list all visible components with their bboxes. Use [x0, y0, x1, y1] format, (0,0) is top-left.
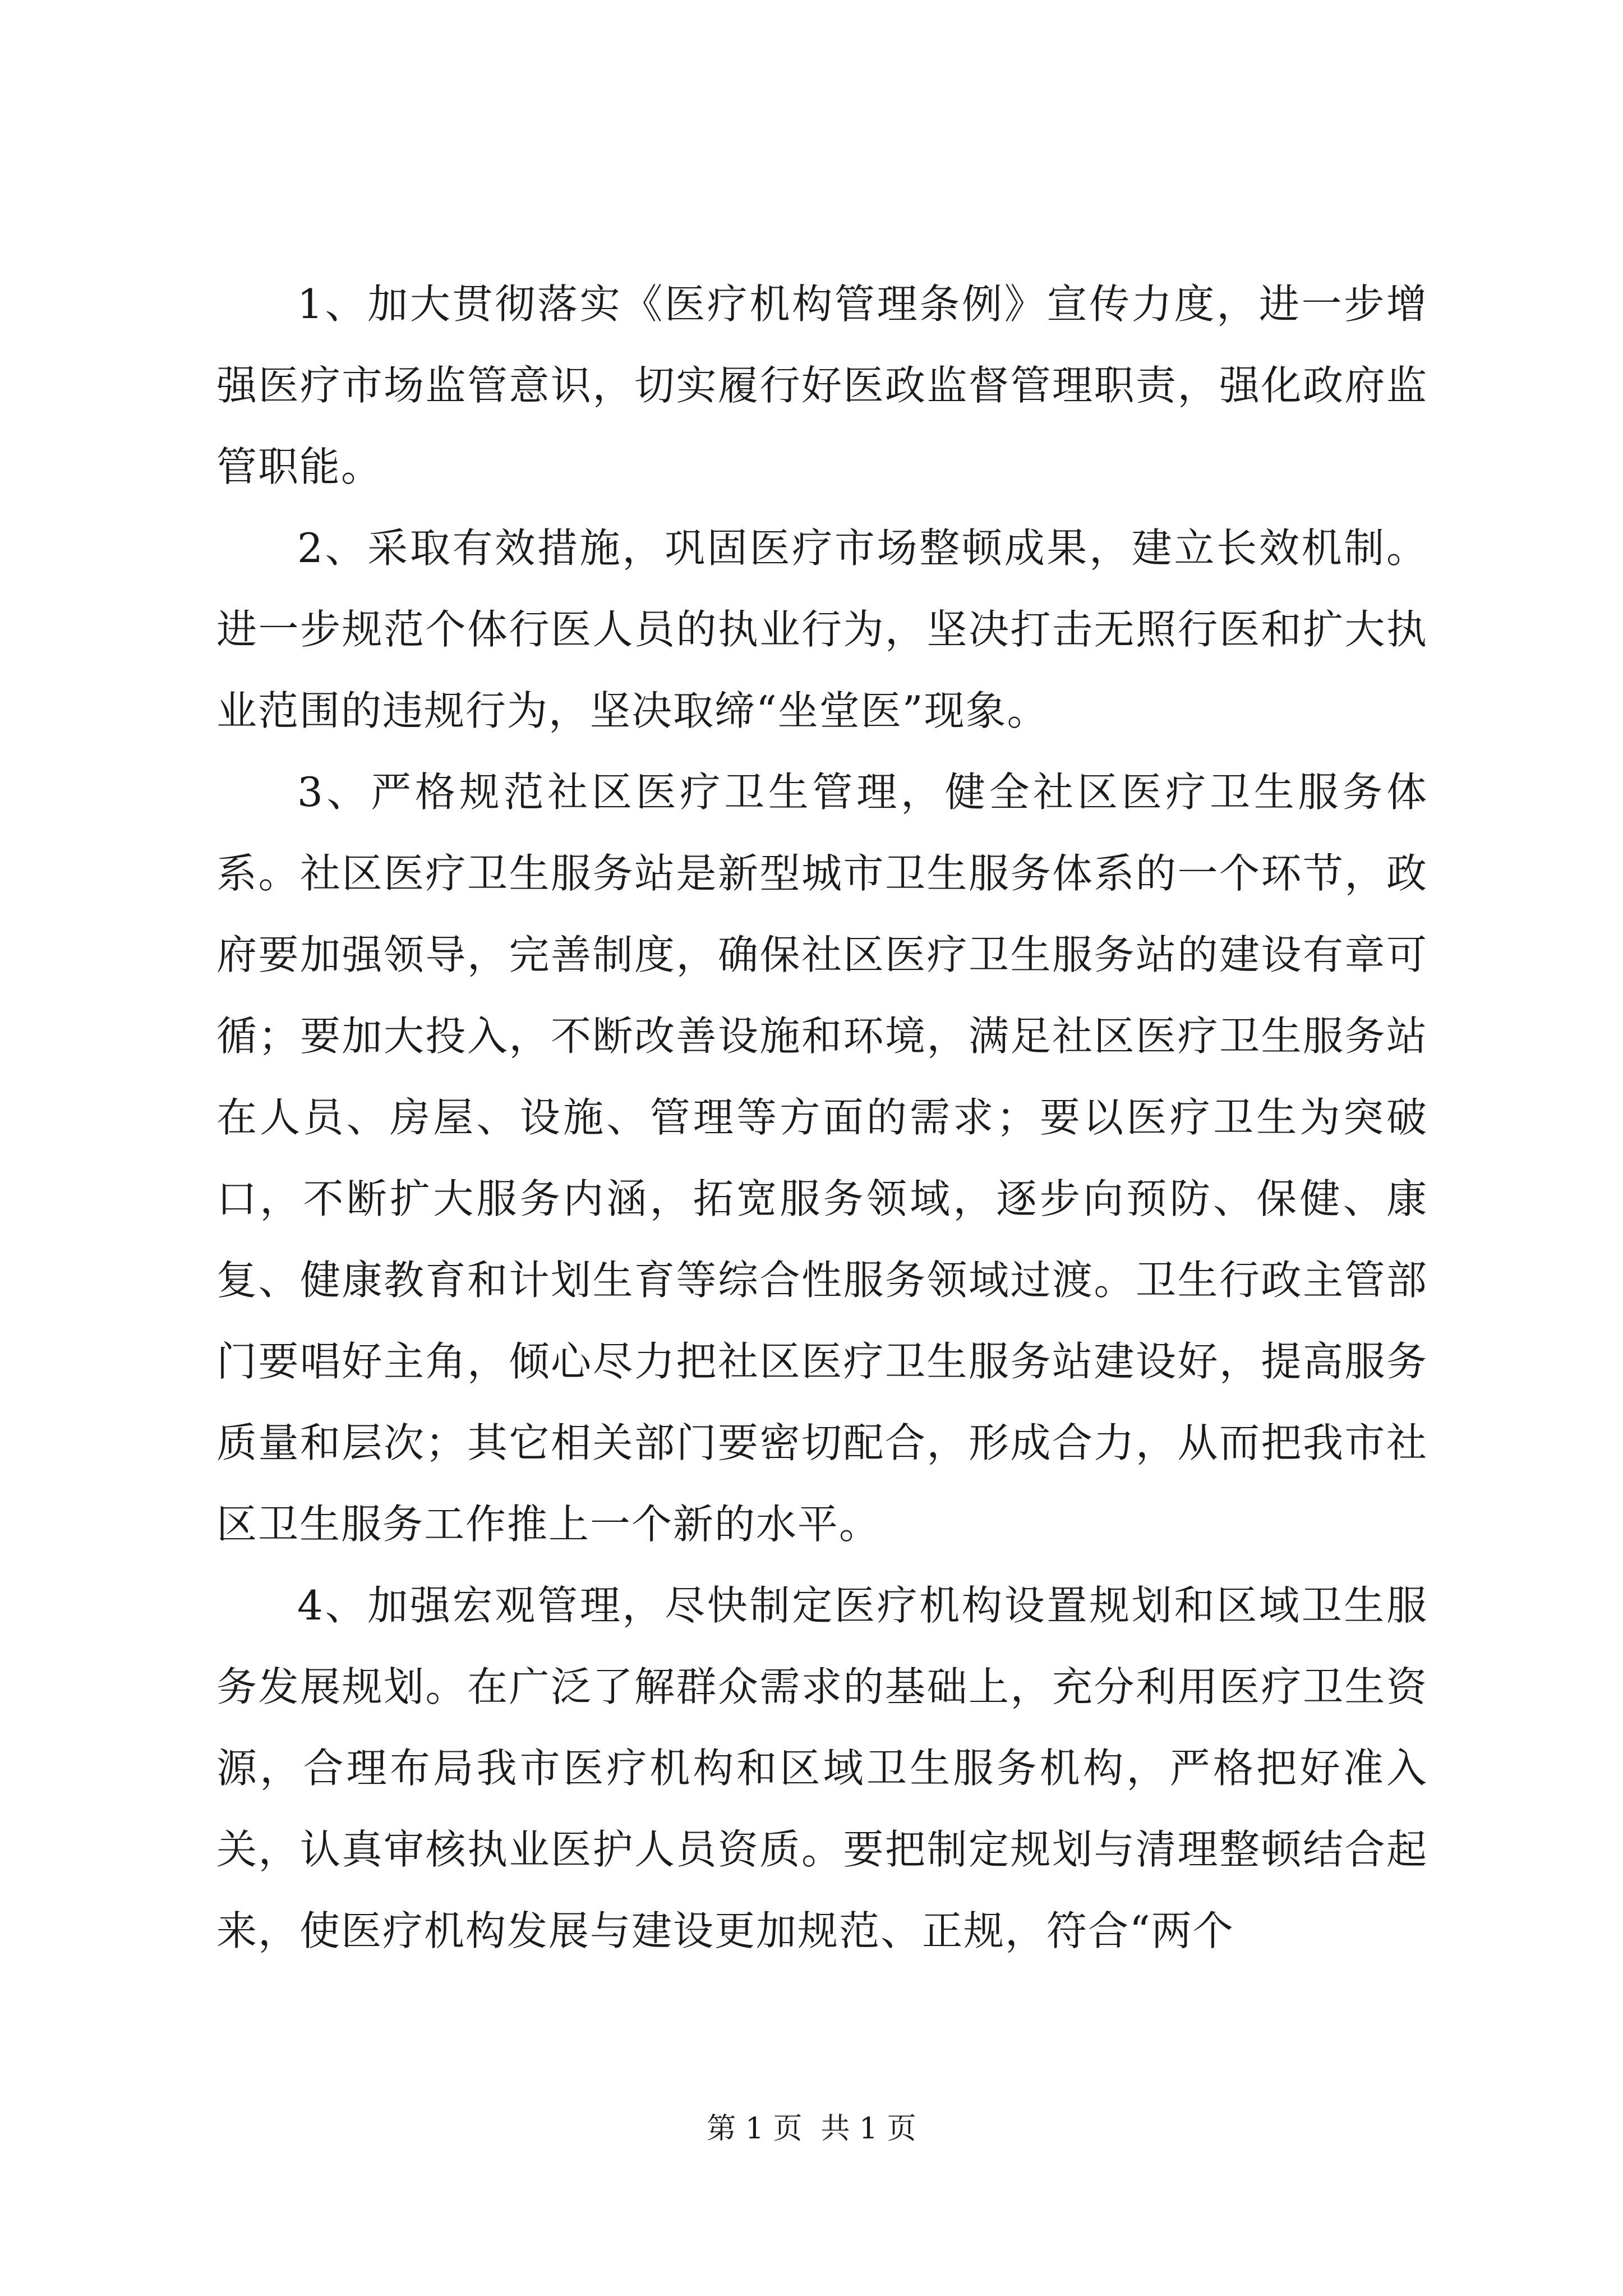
paragraph-4: 4、加强宏观管理，尽快制定医疗机构设置规划和区域卫生服务发展规划。在广泛了解群众需求的基础上，充分利用医疗卫生资源，合理布局我市医疗机构和区域卫生服务机构，严格把好准入关，认真审核执业医护人员资质。要把制定规划与清理整顿结合起来，使医疗机构发展与建设更加规范、正规，符合“两个 — [216, 1582, 1428, 1954]
paragraph-3: 3、严格规范社区医疗卫生管理，健全社区医疗卫生服务体系。社区医疗卫生服务站是新型城市卫生服务体系的一个环节，政府要加强领导，完善制度，确保社区医疗卫生服务站的建设有章可循；要加大投入，不断改善设施和环境，满足社区医疗卫生服务站在人员、房屋、设施、管理等方面的需求；要以医疗卫生为突破口，不断扩大服务内涵，拓宽服务领域，逐步向预防、保健、康复、健康教育和计划生育等综合性服务领域过渡。卫生行政主管部门要唱好主角，倾心尽力把社区医疗卫生服务站建设好，提高服务质量和层次；其它相关部门要密切配合，形成合力，从而把我市社区卫生服务工作推上一个新的水平。 — [216, 769, 1428, 1548]
paragraph-2: 2、采取有效措施，巩固医疗市场整顿成果，建立长效机制。进一步规范个体行医人员的执业行为，坚决打击无照行医和扩大执业范围的违规行为，坚决取缔“坐堂医”现象。 — [216, 524, 1428, 734]
page-footer — [0, 2109, 1623, 2148]
page-number: 第 1 页 共 1 页 — [707, 2112, 916, 2146]
paragraph-1: 1、加大贯彻落实《医疗机构管理条例》宣传力度，进一步增强医疗市场监管意识，切实履行好医政监督管理职责，强化政府监管职能。 — [216, 280, 1428, 490]
document-body — [216, 264, 1428, 1972]
